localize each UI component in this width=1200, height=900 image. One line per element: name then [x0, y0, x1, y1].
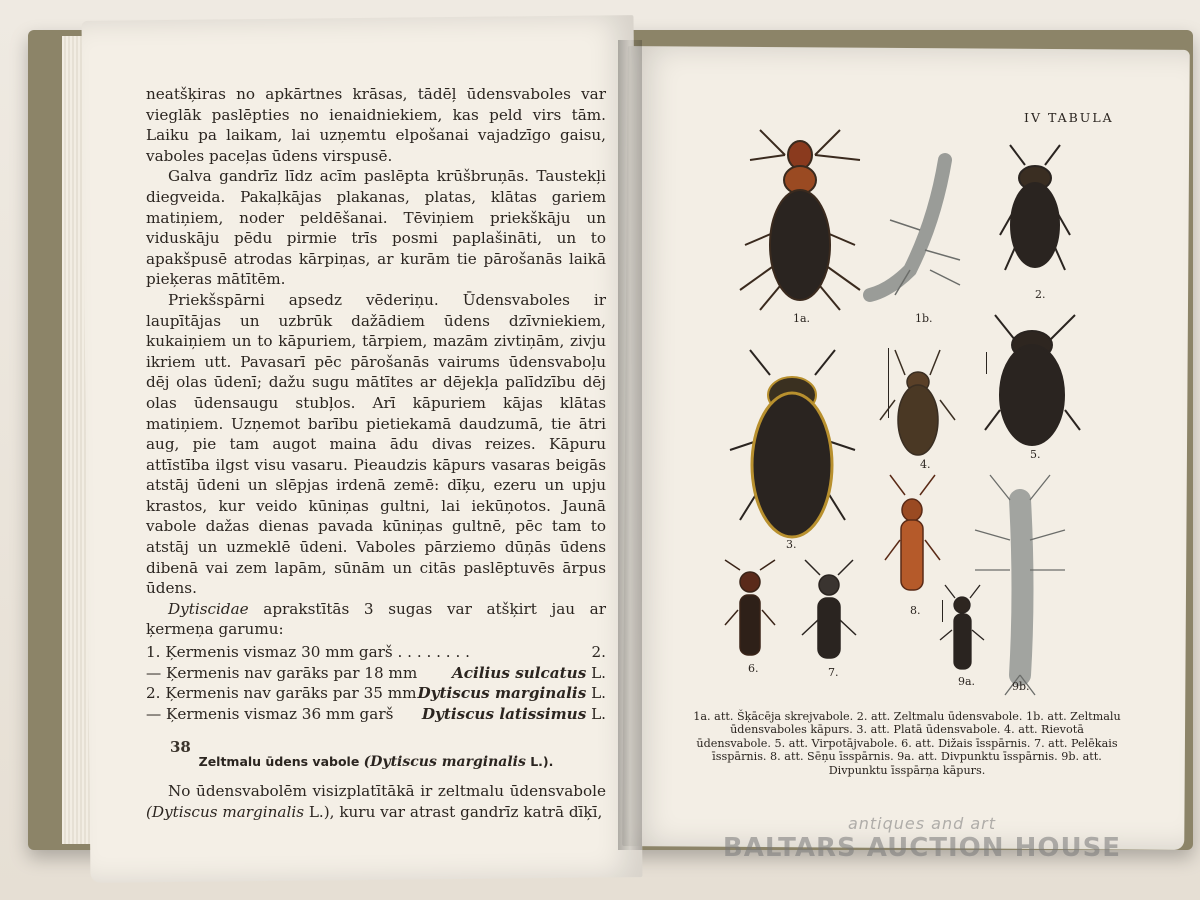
- section-subheading: Zeltmalu ūdens vabole (Dytiscus marginalis L.).: [198, 754, 554, 771]
- key-row: — Ķermenis vismaz 36 mm garš Dytiscus latissimus L.: [146, 704, 606, 723]
- plate-title: IV TABULA: [1024, 110, 1114, 125]
- beetle-plate: [720, 120, 1120, 710]
- paragraph: Galva gandrīz līdz acīm paslēpta krūšbruņās. Taustekļi diegveida. Pakaļkājas plakanas, platas, klātas gariem matiņiem, noder peldēšanai. Tēviņiem priekškāju un viduskāju pēdu pirmie trīs posmi paplašināti, un to apakšpusē atrodas kārpiņas, ar kurām tie pārošanās laikā pieķeras mātītēm.: [146, 167, 606, 289]
- watermark: [722, 814, 1122, 863]
- key-row: 2. Ķermenis nav garāks par 35 mm Dytiscus marginalis L.: [146, 684, 606, 703]
- beetle-4-illustration: [880, 350, 955, 455]
- figure-label: 5.: [1030, 448, 1041, 461]
- figure-label: 1a.: [793, 312, 811, 325]
- beetle-3-illustration: [730, 350, 855, 537]
- scale-bar: [986, 352, 987, 374]
- figure-label: 9a.: [958, 675, 976, 688]
- left-page-text: [146, 84, 606, 822]
- key-row: 1. Ķermenis vismaz 30 mm garš . . . . . . . . 2.: [146, 643, 606, 662]
- identification-key: [146, 642, 606, 724]
- beetle-5-illustration: [985, 315, 1080, 445]
- beetle-7-illustration: [802, 560, 856, 658]
- figure-label: 6.: [748, 662, 759, 675]
- scale-bar: [942, 600, 943, 622]
- beetle-6-illustration: [725, 560, 775, 655]
- key-row: — Ķermenis nav garāks par 18 mm Acilius sulcatus L.: [146, 663, 606, 682]
- figure-label: 9b.: [1012, 680, 1030, 693]
- paragraph: neatšķiras no apkārtnes krāsas, tādēļ ūdensvaboles var vieglāk paslēpties no ienaidniekiem, kas peld virs tām. Laiku pa laikam, lai uzņemtu elpošanai vajadzīgo gaisu, vaboles paceļas ūdens virspusē.: [146, 85, 606, 165]
- scale-bar: [888, 348, 889, 418]
- beetle-9a-illustration: [940, 585, 984, 669]
- paragraph: Priekšspārni apsedz vēderiņu. Ūdensvaboles ir laupītājas un uzbrūk dažādiem ūdens dzīvniekiem, kukaiņiem un to kāpuriem, tārpiem, mazām zivtiņām, zivju ikriem utt. Pavasarī pēc pārošanās vairums ūdensvaboļu dēj olas ūdenī; dažu sugu mātītes ar dējekļa palīdzību dēj olas ūdensaugu stubļos. Arī kāpuriem kājas klātas matiņiem. Uzņemot barību pietiekamā daudzumā, tie ātri aug, pie tam augot maina ādu divas reizes. Kāpuru attīstība ilgst visu vasaru. Pieaudzis kāpurs vasaras beigās atstāj ūdeni un slēpjas irdenā zemē: dīķu, ezeru un upju krastos, kur veido kūniņas gultni, lai iekūņotos. Jaunā vabole dažas dienas pavada kūniņas gultnē, pēc tam to atstāj un uzmeklē ūdeni. Vaboles pārziemo dūņās ūdens dibenā vai zem lapām, sūnām un citās paslēptuvēs ārpus ūdens.: [146, 290, 606, 598]
- paragraph: No ūdensvabolēm visizplatītākā ir zeltmalu ūdensvabole (Dytiscus marginalis L.), kuru var atrast gandrīz katrā dīķī,: [146, 782, 606, 821]
- figure-label: 1b.: [915, 312, 933, 325]
- beetle-1a-illustration: [740, 130, 860, 310]
- key-intro: Dytiscidae aprakstītās 3 sugas var atšķirt jau ar ķermeņa garumu:: [146, 599, 606, 639]
- page-number: 38: [170, 738, 191, 756]
- beetle-2-illustration: [1000, 145, 1070, 270]
- watermark-tagline: antiques and art: [847, 814, 997, 833]
- book-gutter: [618, 40, 642, 850]
- figure-label: 2.: [1035, 288, 1046, 301]
- figure-label: 8.: [910, 604, 921, 617]
- figure-label: 7.: [828, 666, 839, 679]
- watermark-brand: BALTARS AUCTION HOUSE: [722, 833, 1122, 863]
- larva-9b-illustration: [975, 475, 1065, 695]
- figure-label: 3.: [786, 538, 797, 551]
- figure-label: 4.: [920, 458, 931, 471]
- beetle-illustrations: [720, 120, 1120, 710]
- larva-1b-illustration: [870, 160, 960, 295]
- plate-caption: 1a. att. Šķācēja skrejvabole. 2. att. Zeltmalu ūdensvabole. 1b. att. Zeltmalu ūdensvaboles kāpurs. 3. att. Platā ūdensvabole. 4. att. Rievotā ūdensvabole. 5. att. Virpotājvabole. 6. att. Dižais īsspārnis. 7. att. Pelēkais īsspārnis. 8. att. Sēņu īsspārnis. 9a. att. Divpunktu īsspārnis. 9b. att. Divpunktu īsspārņa kāpurs.: [693, 710, 1121, 777]
- beetle-8-illustration: [885, 475, 940, 590]
